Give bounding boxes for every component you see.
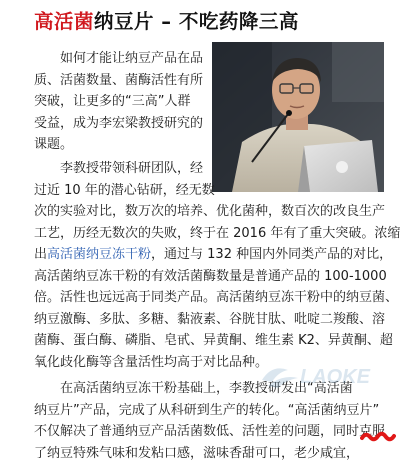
intro-line: 突破，让更多的“三高”人群 [34,91,203,113]
research-line: 倍。活性也远远高于同类产品。高活菌纳豆冻干粉中的纳豆菌、 [34,287,400,309]
product-line: 在高活菌纳豆冻干粉基础上，李教授研发出“高活菌 [34,378,385,400]
research-line [34,244,400,266]
research-line: 菌酶、蛋白酶、磷脂、皂甙、异黄酮、维生素 K2、异黄酮、超 [34,330,400,352]
intro-line: 如何才能让纳豆产品在品 [34,48,203,70]
intro-line: 受益，成为李宏梁教授研究的 [34,113,203,135]
svg-text:LAOKE: LAOKE [300,366,371,388]
research-paragraph [34,158,400,373]
product-link[interactable]: 高活菌纳豆冻干粉 [47,247,151,262]
intro-paragraph [34,48,203,156]
redaction-scribble [360,430,396,444]
research-line: 过近 10 年的潜心钻研，经无数 [34,180,400,202]
product-line: 不仅解决了普通纳豆产品活菌数低、活性差的问题，同时克服 [34,421,385,443]
product-line: 了纳豆特殊气味和发粘口感，滋味香甜可口，老少咸宜， [34,443,385,464]
headline-text: 纳豆片 – 不吃药降三高 [94,10,299,33]
research-line: 李教授带领科研团队，经 [34,158,400,180]
product-line: 纳豆片”产品，完成了从科研到生产的转化。“高活菌纳豆片” [34,400,385,422]
headline-brand: 高活菌 [34,10,94,33]
research-line: 次的实验对比，数万次的培养、优化菌种，数百次的改良生产 [34,201,400,223]
research-line: 纳豆激酶、多肽、多糖、黏液素、谷胱甘肽、吡啶二羧酸、溶 [34,309,400,331]
research-line: 氧化歧化酶等含量活性均高于对比品种。 [34,352,400,374]
research-line: 工艺，历经无数次的失败，终于在 2016 年有了重大突破。浓缩 [34,223,400,245]
research-line-prefix: 出 [34,247,47,262]
research-line: 高活菌纳豆冻干粉的有效活菌酶数量是普通产品的 100-1000 [34,266,400,288]
research-line-suffix: ，通过与 132 种国内外同类产品的对比， [151,247,392,262]
laoke-watermark [258,358,388,392]
intro-line: 课题。 [34,134,203,156]
intro-line: 质、活菌数量、菌酶活性有所 [34,70,203,92]
headline [34,9,299,35]
